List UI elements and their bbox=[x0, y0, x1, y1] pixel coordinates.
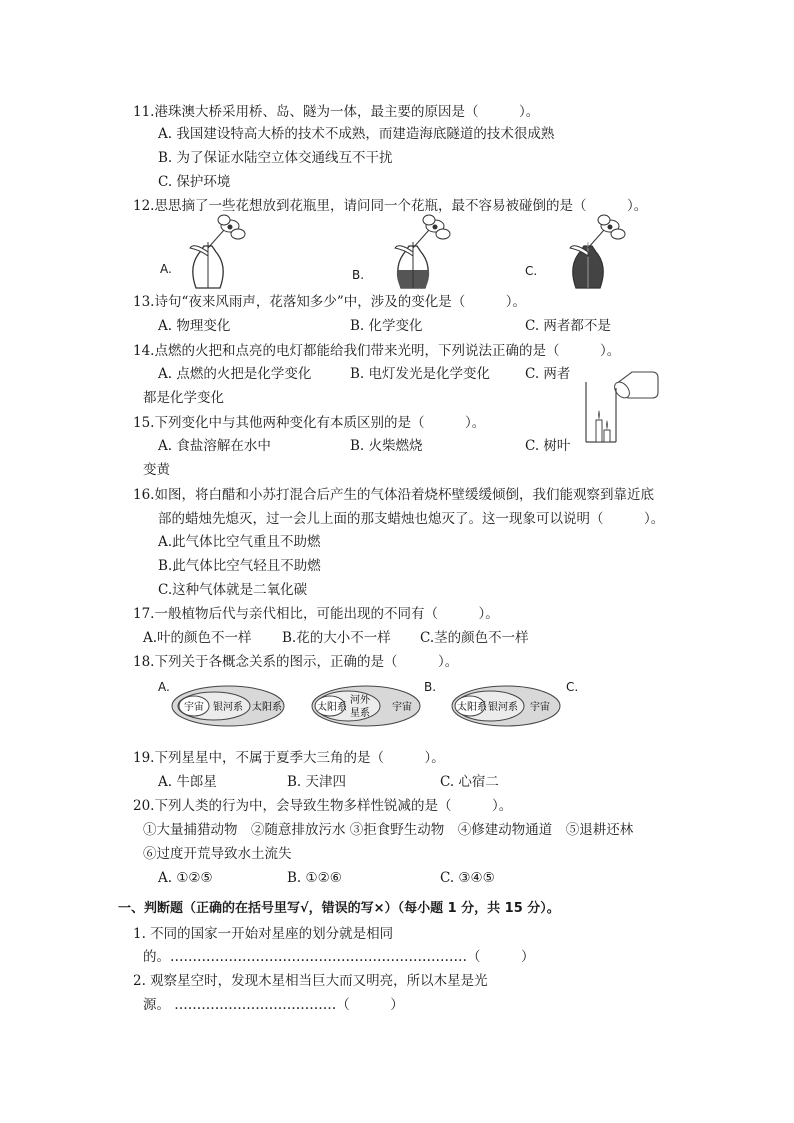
tf-q2-line2: 源。 ………………………………（ ） bbox=[143, 997, 404, 1013]
q20-items-line2: ⑥过度开荒导致水土流失 bbox=[143, 846, 292, 862]
diagram-b-middle-label-1: 河外 bbox=[350, 695, 370, 706]
q13-stem: 13.诗句“夜来风雨声，花落知多少”中，涉及的变化是（ ）。 bbox=[133, 294, 527, 310]
tf-q2-line1: 2. 观察星空时，发现木星相当巨大而又明亮，所以木星是光 bbox=[133, 973, 488, 989]
q18-stem: 18.下列关于各概念关系的图示，正确的是（ ）。 bbox=[133, 654, 459, 670]
q20-option-c: C. ③④⑤ bbox=[440, 870, 495, 886]
q12-label-b: B. bbox=[352, 268, 365, 282]
concept-diagram-c bbox=[450, 684, 562, 728]
q13-option-c: C. 两者都不是 bbox=[525, 318, 611, 334]
diagram-b-middle-label-2: 星系 bbox=[350, 708, 370, 719]
q16-stem-line1: 16.如图，将白醋和小苏打混合后产生的气体沿着烧杯壁缓缓倾倒，我们能观察到靠近底 bbox=[133, 487, 654, 503]
q16-stem-line2: 部的蜡烛先熄灭，过一会儿上面的那支蜡烛也熄灭了。这一现象可以说明（ ）。 bbox=[158, 511, 665, 527]
q11-option-a: A. 我国建设特高大桥的技术不成熟，而建造海底隧道的技术很成熟 bbox=[158, 126, 555, 142]
q19-option-a: A. 牛郎星 bbox=[158, 774, 217, 790]
diagram-a-middle-label: 银河系 bbox=[213, 702, 243, 713]
vase-c-image bbox=[560, 212, 630, 290]
q12-label-c: C. bbox=[525, 264, 538, 278]
diagram-b-outer-label: 宇宙 bbox=[392, 702, 412, 713]
q14-option-c-continued: 都是化学变化 bbox=[143, 390, 224, 406]
q11-stem: 11.港珠澳大桥采用桥、岛、隧为一体，最主要的原因是（ ）。 bbox=[133, 104, 540, 120]
q15-option-b: B. 火柴燃烧 bbox=[350, 438, 423, 454]
tf-q1-line1: 1. 不同的国家一开始对星座的划分就是相同 bbox=[133, 926, 394, 942]
q16-option-a: A.此气体比空气重且不助燃 bbox=[158, 534, 321, 550]
q20-option-b: B. ①②⑥ bbox=[287, 870, 342, 886]
q18-label-c: C. bbox=[566, 680, 579, 694]
q19-option-c: C. 心宿二 bbox=[440, 774, 499, 790]
candle-experiment-image bbox=[582, 362, 662, 446]
q19-option-b: B. 天津四 bbox=[287, 774, 347, 790]
q20-items-line1: ①大量捕猎动物 ②随意排放污水 ③拒食野生动物 ④修建动物通道 ⑤退耕还林 bbox=[143, 822, 634, 838]
diagram-c-outer-label: 宇宙 bbox=[530, 702, 550, 713]
q17-option-c: C.茎的颜色不一样 bbox=[420, 630, 529, 646]
q15-option-a: A. 食盐溶解在水中 bbox=[158, 438, 271, 454]
diagram-c-inner-label: 太阳系 bbox=[457, 702, 487, 713]
q14-stem: 14.点燃的火把和点亮的电灯都能给我们带来光明，下列说法正确的是（ ）。 bbox=[133, 343, 621, 359]
q17-stem: 17.一般植物后代与亲代相比，可能出现的不同有（ ）。 bbox=[133, 606, 499, 622]
q18-label-b: B. bbox=[424, 680, 437, 694]
q17-option-b: B.花的大小不一样 bbox=[282, 630, 391, 646]
q20-stem: 20.下列人类的行为中，会导致生物多样性锐减的是（ ）。 bbox=[133, 798, 513, 814]
q11-option-c: C. 保护环境 bbox=[158, 174, 231, 190]
q18-label-a: A. bbox=[158, 680, 170, 694]
q15-stem: 15.下列变化中与其他两种变化有本质区别的是（ ）。 bbox=[133, 415, 486, 431]
q14-option-b: B. 电灯发光是化学变化 bbox=[350, 366, 491, 382]
q19-stem: 19.下列星星中，不属于夏季大三角的是（ ）。 bbox=[133, 750, 445, 766]
concept-diagram-a bbox=[170, 684, 290, 728]
q15-option-c: C. 树叶 bbox=[525, 438, 571, 454]
q14-option-a: A. 点燃的火把是化学变化 bbox=[158, 366, 312, 382]
q12-label-a: A. bbox=[160, 262, 172, 276]
diagram-c-middle-label: 银河系 bbox=[488, 702, 518, 713]
q11-option-b: B. 为了保证水陆空立体交通线互不干扰 bbox=[158, 150, 393, 166]
q12-stem: 12.思思摘了一些花想放到花瓶里，请问同一个花瓶，最不容易被碰倒的是（ ）。 bbox=[133, 198, 648, 214]
q13-option-a: A. 物理变化 bbox=[158, 318, 231, 334]
diagram-a-inner-label: 宇宙 bbox=[184, 702, 204, 713]
concept-diagram-b bbox=[310, 684, 422, 728]
q16-option-b: B.此气体比空气轻且不助燃 bbox=[158, 558, 321, 574]
q14-option-c: C. 两者 bbox=[525, 366, 571, 382]
q15-option-c-continued: 变黄 bbox=[143, 462, 170, 478]
vase-b-image bbox=[385, 212, 455, 290]
q20-option-a: A. ①②⑤ bbox=[158, 870, 213, 886]
vase-a-image bbox=[180, 212, 250, 290]
section-true-false-title: 一、判断题（正确的在括号里写√，错误的写×）（每小题 1 分，共 15 分）。 bbox=[118, 901, 560, 916]
tf-q1-line2: 的。…………………………………………………………（ ） bbox=[143, 949, 535, 965]
q13-option-b: B. 化学变化 bbox=[350, 318, 423, 334]
diagram-a-outer-label: 太阳系 bbox=[252, 702, 282, 713]
q16-option-c: C.这种气体就是二氧化碳 bbox=[158, 582, 308, 598]
diagram-b-inner-label: 太阳系 bbox=[317, 702, 347, 713]
q17-option-a: A.叶的颜色不一样 bbox=[143, 630, 252, 646]
